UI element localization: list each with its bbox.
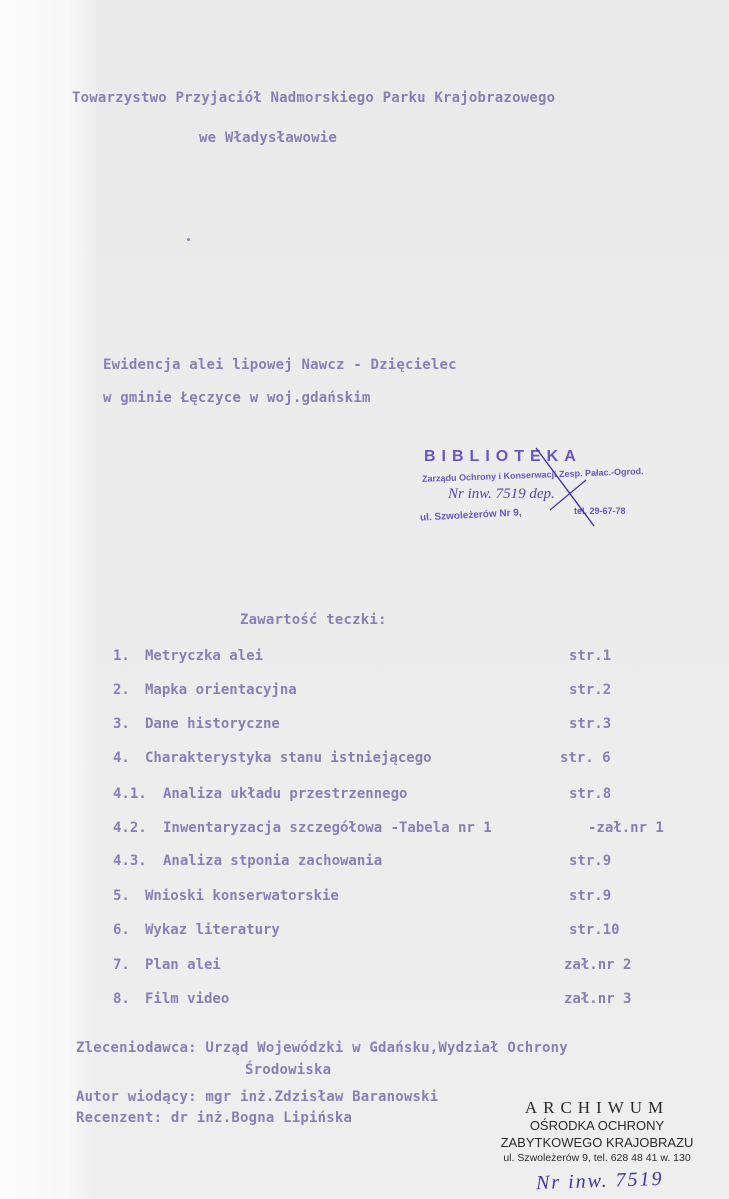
item-title: Wnioski konserwatorskie xyxy=(145,888,339,904)
item-number: 4.3. xyxy=(113,853,147,869)
item-page: str.2 xyxy=(569,682,612,698)
handwritten-cross-mark xyxy=(418,440,650,540)
item-title: Wykaz literatury xyxy=(145,922,280,938)
item-number: 4. xyxy=(113,750,130,766)
item-title: Plan alei xyxy=(145,957,221,973)
item-page: str.3 xyxy=(569,716,612,732)
client-line2: Środowiska xyxy=(245,1062,332,1078)
library-stamp-phone: tel. 29-67-78 xyxy=(574,506,626,516)
handwritten-inventory-number: Nr inw. 7519 xyxy=(535,1167,664,1195)
item-page: str.10 xyxy=(569,922,620,938)
item-number: 6. xyxy=(113,922,130,938)
item-page: zał.nr 3 xyxy=(564,991,632,1007)
client-line1: Zleceniodawca: Urząd Wojewódzki w Gdańsku,Wydział Ochrony xyxy=(76,1040,568,1056)
organization-name: Towarzystwo Przyjaciół Nadmorskiego Parku Krajobrazowego xyxy=(72,90,556,106)
organization-location: we Władysławowie xyxy=(199,130,338,146)
library-stamp-heading: BIBLIOTEKA xyxy=(424,448,582,465)
item-number: 5. xyxy=(113,888,130,904)
item-title: Film video xyxy=(145,991,230,1007)
item-title: Analiza układu przestrzennego xyxy=(163,786,408,802)
document-title-line2: w gminie Łęczyce w woj.gdańskim xyxy=(103,390,371,406)
contents-heading: Zawartość teczki: xyxy=(240,612,387,628)
reviewer-line: Recenzent: dr inż.Bogna Lipińska xyxy=(76,1110,353,1126)
document-title-line1: Ewidencja alei lipowej Nawcz - Dzięcielec xyxy=(103,357,457,373)
item-page: -zał.nr 1 xyxy=(588,820,664,836)
item-page: str.1 xyxy=(569,648,612,664)
item-title: Charakterystyka stanu istniejącego xyxy=(145,750,432,766)
document-page xyxy=(96,0,729,1199)
archive-stamp-line3: ZABYTKOWEGO KRAJOBRAZU xyxy=(500,1135,694,1150)
item-page: str.9 xyxy=(569,853,612,869)
item-title: Mapka orientacyjna xyxy=(145,682,297,698)
scan-margin xyxy=(0,0,96,1199)
archive-stamp-line2: OŚRODKA OCHRONY xyxy=(529,1118,665,1133)
item-page: str.8 xyxy=(569,786,612,802)
item-title: Inwentaryzacja szczegółowa -Tabela nr 1 xyxy=(163,820,492,836)
item-number: 8. xyxy=(113,991,130,1007)
item-number: 3. xyxy=(113,716,130,732)
author-line: Autor wiodący: mgr inż.Zdzisław Baranowski xyxy=(76,1089,439,1105)
item-number: 2. xyxy=(113,682,130,698)
item-title: Dane historyczne xyxy=(145,716,280,732)
archive-stamp-line1: ARCHIWUM xyxy=(524,1098,670,1117)
archive-stamp xyxy=(472,1094,722,1170)
item-number: 1. xyxy=(113,648,130,664)
library-stamp-inventory: Nr inw. 7519 dep. xyxy=(448,486,555,502)
archive-stamp-address: ul. Szwoleżerów 9, tel. 628 48 41 w. 130 xyxy=(503,1152,691,1164)
item-title: Metryczka alei xyxy=(145,648,264,664)
item-number: 4.1. xyxy=(113,786,147,802)
item-number: 7. xyxy=(113,957,130,973)
item-page: str.9 xyxy=(569,888,612,904)
item-page: str. 6 xyxy=(560,750,611,766)
item-page: zał.nr 2 xyxy=(564,957,632,973)
library-stamp-address: ul. Szwoleżerów Nr 9, xyxy=(419,507,522,524)
library-stamp xyxy=(418,440,650,540)
item-title: Analiza stponia zachowania xyxy=(163,853,383,869)
ink-speck xyxy=(187,238,190,241)
item-number: 4.2. xyxy=(113,820,147,836)
library-stamp-institution: Zarządu Ochrony i Konserwacji Zesp. Pałac.-Ogrod. xyxy=(421,466,644,484)
